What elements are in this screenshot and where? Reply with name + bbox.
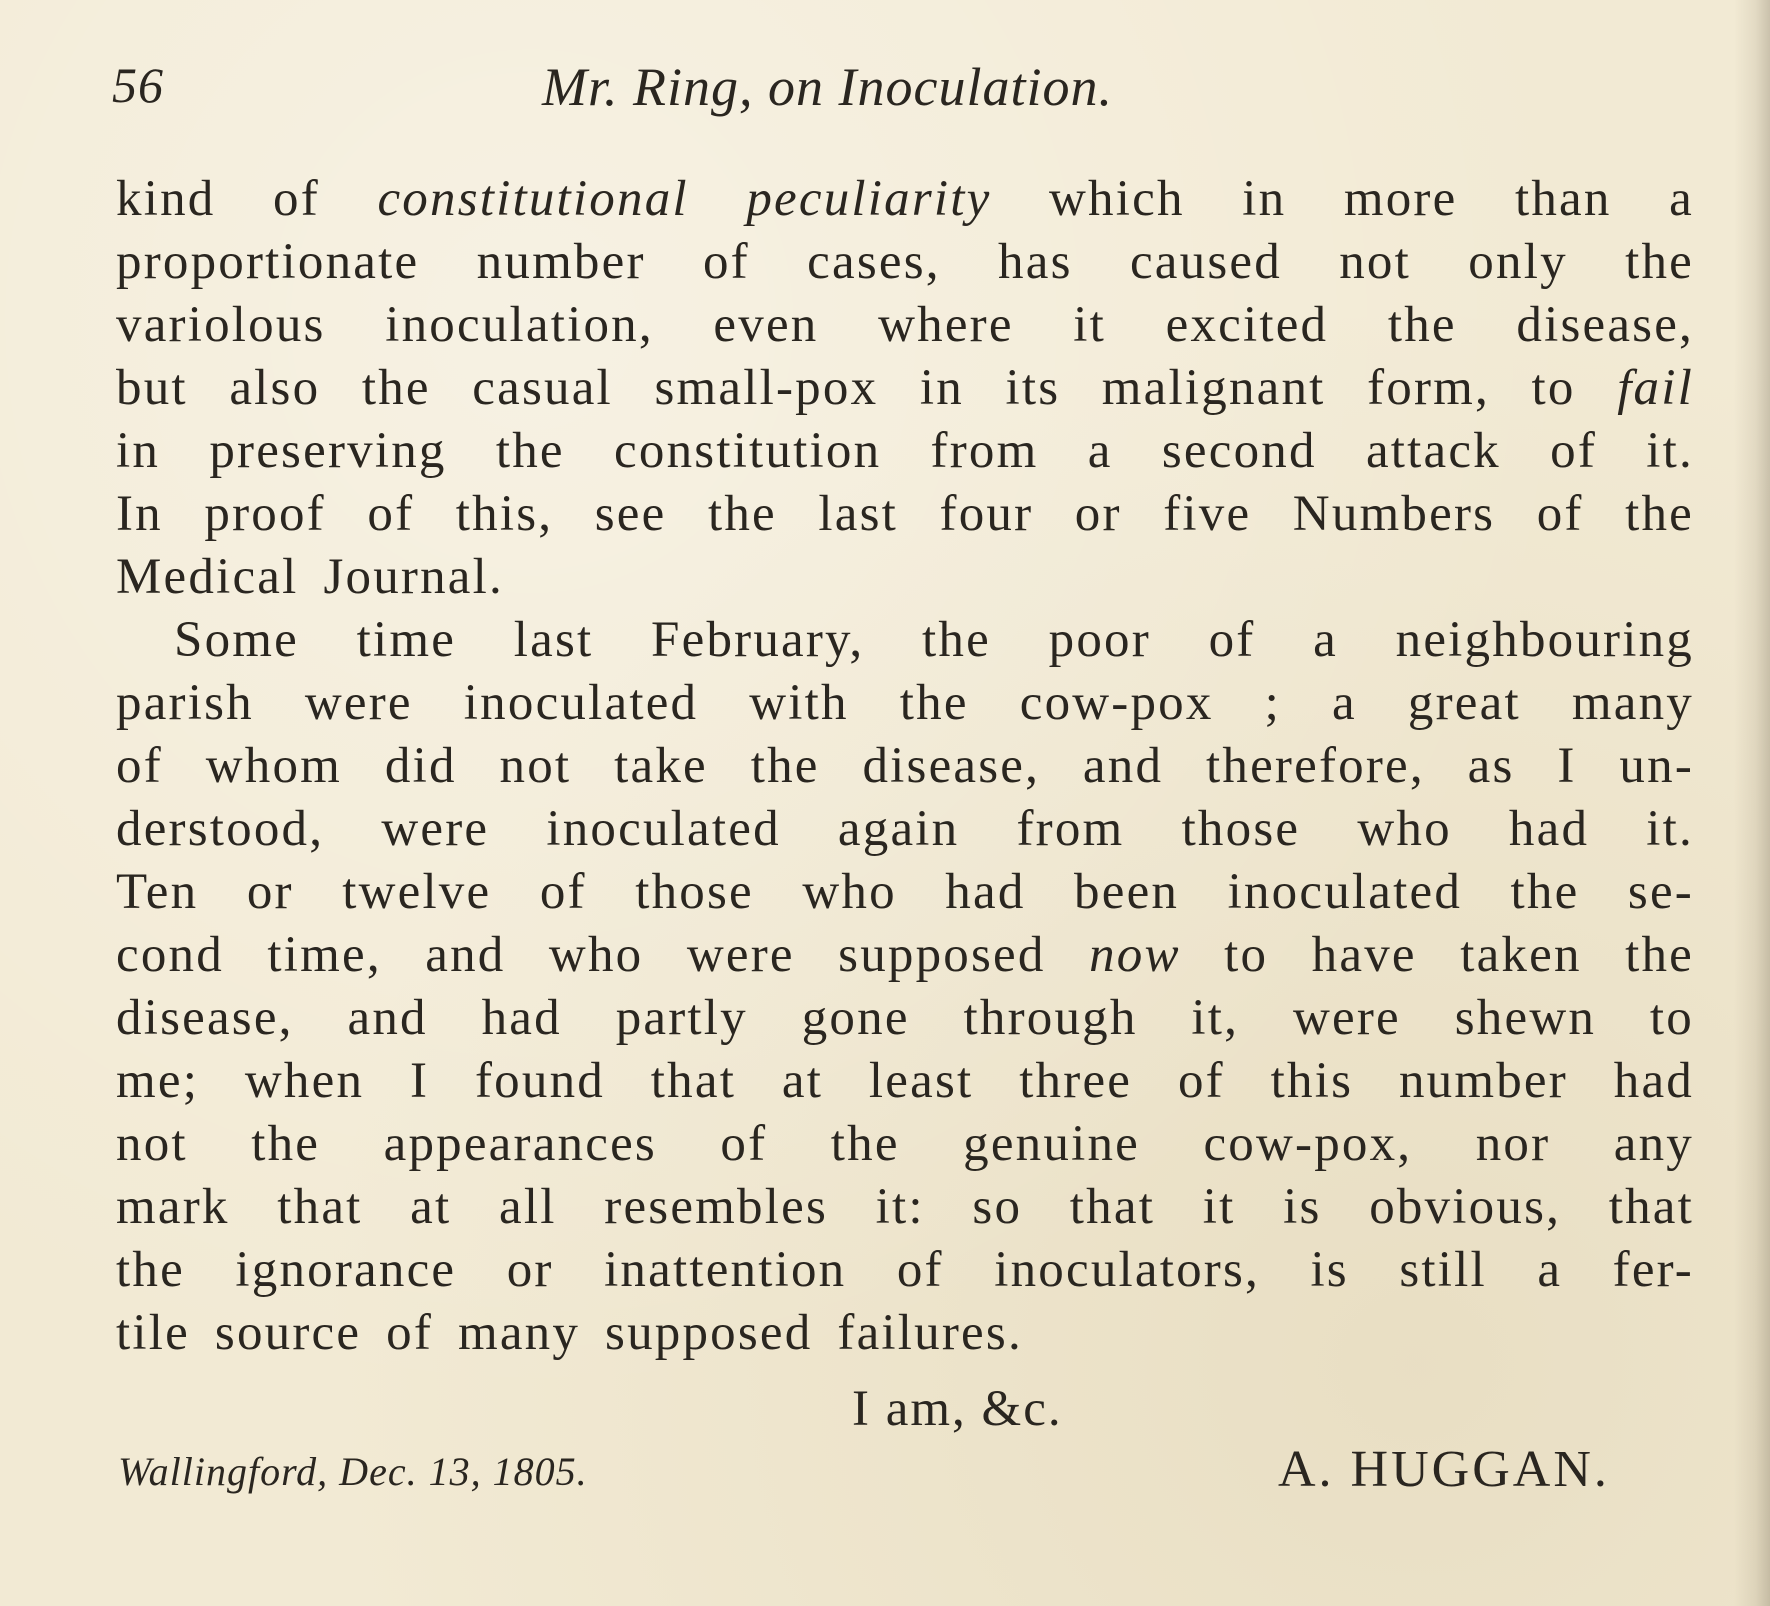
running-title: Mr. Ring, on Inoculation. bbox=[542, 57, 1113, 117]
text-line: Some time last February, the poor of a neighbouring bbox=[174, 612, 1694, 668]
text-segment: to have taken the bbox=[1180, 927, 1695, 983]
place-and-date: Wallingford, Dec. 13, 1805. bbox=[118, 1449, 588, 1494]
author-signature: A. HUGGAN. bbox=[1278, 1441, 1610, 1498]
italic-phrase: fail bbox=[1617, 360, 1694, 416]
text-segment: cond time, and who were supposed bbox=[116, 927, 1090, 983]
page-number: 56 bbox=[112, 57, 164, 113]
page-header bbox=[112, 56, 1672, 136]
text-line bbox=[116, 168, 1694, 231]
text-line: not the appearances of the genuine cow-pox, nor any bbox=[116, 1116, 1694, 1172]
text-line: Ten or twelve of those who had been inoculated the se- bbox=[116, 864, 1694, 920]
text-line: tile source of many supposed failures. bbox=[116, 1305, 1023, 1361]
text-line: the ignorance or inattention of inoculators, is still a fer- bbox=[116, 1242, 1694, 1298]
text-segment: but also the casual small-pox in its malignant form, to bbox=[116, 360, 1618, 416]
article-body bbox=[116, 168, 1694, 1365]
text-line: variolous inoculation, even where it excited the disease, bbox=[116, 297, 1694, 353]
text-line: derstood, were inoculated again from those who had it. bbox=[116, 801, 1694, 857]
closing-salutation: I am, &c. bbox=[852, 1381, 1063, 1437]
text-line: Medical Journal. bbox=[116, 549, 504, 605]
text-line: disease, and had partly gone through it, were shewn to bbox=[116, 990, 1694, 1046]
italic-phrase: constitutional peculiarity bbox=[377, 171, 992, 227]
text-line: parish were inoculated with the cow-pox ; a great many bbox=[116, 675, 1694, 731]
text-line: mark that at all resembles it: so that it is obvious, that bbox=[116, 1179, 1694, 1235]
text-line: of whom did not take the disease, and therefore, as I un- bbox=[116, 738, 1694, 794]
text-line bbox=[116, 924, 1694, 987]
text-segment: kind of bbox=[116, 171, 378, 227]
page-edge-shadow bbox=[1734, 0, 1770, 1606]
italic-phrase: now bbox=[1089, 927, 1181, 983]
text-line: in preserving the constitution from a second attack of it. bbox=[116, 423, 1694, 479]
text-segment: which in more than a bbox=[991, 171, 1694, 227]
text-line: In proof of this, see the last four or five Numbers of the bbox=[116, 486, 1694, 542]
text-line: proportionate number of cases, has caused not only the bbox=[116, 234, 1694, 290]
text-line: me; when I found that at least three of this number had bbox=[116, 1053, 1694, 1109]
text-line bbox=[116, 357, 1694, 420]
